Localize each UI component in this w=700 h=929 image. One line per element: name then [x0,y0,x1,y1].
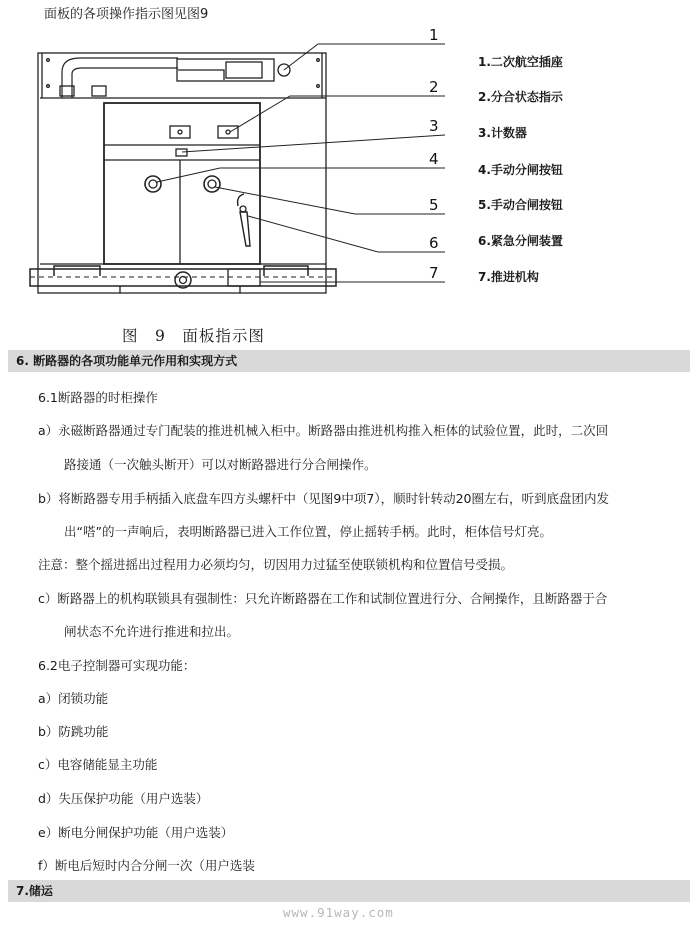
callout-6: 6 [429,234,439,252]
callout-7: 7 [429,264,439,282]
legend-item: 1.二次航空插座 [478,55,563,69]
panel-body [104,103,260,264]
function-item: f）断电后短时内合分闸一次（用户选装 [38,858,255,873]
paragraph-c-line-2: 闸状态不允许进行推进和拉出。 [64,624,240,639]
callout-5: 5 [429,196,439,214]
subsection-6-1-title: 6.1断路器的时柜操作 [38,390,158,405]
legend-item: 7.推进机构 [478,270,539,284]
function-item: c）电容储能显主功能 [38,757,158,772]
function-item: a）闭锁功能 [38,691,109,706]
panel-drawing [0,25,700,325]
manual-open-button [145,176,161,192]
paragraph-c-line-1: c）断路器上的机构联锁具有强制性：只允许断路器在工作和试制位置进行分、合闸操作，且断路器于合 [38,591,608,606]
function-item: d）失压保护功能（用户选装） [38,791,209,806]
manual-close-button [204,176,220,192]
function-item: b）防跳功能 [38,724,109,739]
paragraph-a-line-1: a）永磁断路器通过专门配装的推进机械入柜中。断路器由推进机构推入柜体的试验位置，此时，二次回 [38,423,609,438]
section-6-heading: 6. 断路器的各项功能单元作用和实现方式 [8,350,690,372]
paragraph-b-line-1: b）将断路器专用手柄插入底盘车四方头螺杆中（见图9中项7），顺时针转动20圈左右，听到底盘团内发 [38,491,609,506]
intro-text: 面板的各项操作指示图见图9 [44,7,209,22]
figure-caption: 图 9 面板指示图 [122,327,265,345]
callout-1: 1 [429,26,439,44]
figure-panel-diagram [0,25,700,325]
section-7-heading: 7.储运 [8,880,690,902]
paragraph-a-line-2: 路接通（一次触头断开）可以对断路器进行分合闸操作。 [64,457,377,472]
subsection-6-2-title: 6.2电子控制器可实现功能： [38,658,196,673]
status-indicator-open [170,126,190,138]
legend-item: 4.手动分闸按钮 [478,163,563,177]
emergency-trip-handle [240,212,250,246]
callout-3: 3 [429,117,439,135]
legend-item: 5.手动合闸按钮 [478,198,563,212]
callout-4: 4 [429,150,439,168]
watermark: www.91way.com [283,905,394,920]
status-indicator-close [218,126,238,138]
cable-loop [62,58,178,98]
legend-item: 6.紧急分闸装置 [478,234,563,248]
outer-frame [38,53,326,293]
function-item: e）断电分闸保护功能（用户选装） [38,825,234,840]
callout-2: 2 [429,78,439,96]
paragraph-b-line-2: 出“嗒”的一声响后，表明断路器已进入工作位置，停止摇转手柄。此时，柜体信号灯亮。 [64,524,552,539]
counter [176,149,187,156]
legend-item: 2.分合状态指示 [478,90,563,104]
legend-item: 3.计数器 [478,126,527,140]
note-text: 注意：整个摇进摇出过程用力必须均匀，切因用力过猛至使联锁机构和位置信号受损。 [38,557,514,572]
